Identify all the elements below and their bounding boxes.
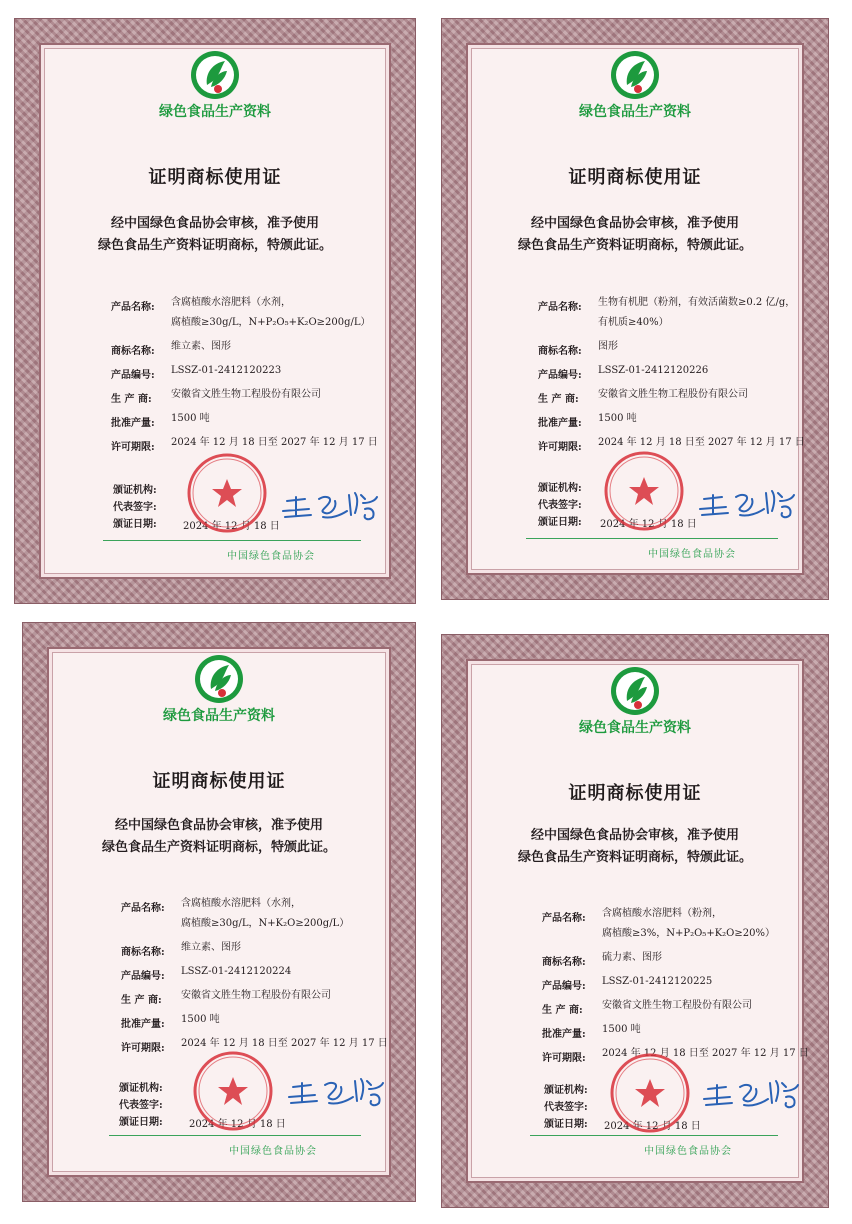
field-product-name: [542, 909, 822, 944]
certificate-1: [14, 18, 416, 604]
field-value: 维立素、图形: [181, 942, 241, 953]
declaration-line-1: 经中国绿色食品协会审核，准予使用: [530, 216, 739, 231]
logo-text: 绿色食品生产资料: [163, 708, 275, 724]
field-product-code: [538, 366, 818, 381]
field-product-name: [538, 298, 818, 333]
logo: [41, 47, 389, 121]
declaration-line-2: 绿色食品生产资料证明商标，特颁此证。: [517, 238, 752, 253]
field-label: 产品编号:: [542, 981, 586, 992]
field-value: LSSZ-01-2412120223: [171, 365, 282, 376]
green-food-leaf-icon: [607, 663, 663, 719]
field-label: 生 产 商:: [111, 394, 152, 405]
issue-date-value: 2024 年 12 月 18 日: [600, 519, 697, 530]
logo: [468, 47, 802, 121]
footer-rule: [526, 538, 778, 539]
field-label: 产品编号:: [111, 370, 155, 381]
field-value: 2024 年 12 月 18 日至 2027 年 12 月 17 日: [602, 1048, 809, 1059]
field-value: 安徽省文胜生物工程股份有限公司: [602, 1000, 752, 1011]
issue-date-label: 颁证日期:: [538, 517, 582, 528]
issue-date-label: 颁证日期:: [544, 1119, 588, 1130]
field-value: LSSZ-01-2412120225: [602, 976, 713, 987]
issue-date-label: 颁证日期:: [113, 519, 157, 530]
official-seal-icon: [191, 1049, 275, 1133]
association-name: 中国绿色食品协会: [227, 551, 315, 562]
green-food-leaf-icon: [607, 47, 663, 103]
declaration-line-1: 经中国绿色食品协会审核，准予使用: [530, 828, 739, 843]
issue-date-value: 2024 年 12 月 18 日: [183, 521, 280, 532]
certificate-fields: [542, 909, 822, 1073]
association-name: 中国绿色食品协会: [648, 549, 736, 560]
declaration: [468, 825, 802, 869]
certificate-3: [22, 622, 416, 1202]
field-label: 批准产量:: [111, 418, 155, 429]
product-name-line-1: 含腐植酸水溶肥料（水剂，: [171, 297, 291, 308]
certificate-title: 证明商标使用证: [568, 783, 702, 804]
signature-icon: [279, 485, 383, 525]
logo-text: 绿色食品生产资料: [579, 104, 691, 120]
certificate-paper: [466, 659, 809, 1183]
field-value: 1500 吨: [181, 1014, 220, 1025]
field-value: [598, 293, 818, 333]
field-value: 硫力素、图形: [602, 952, 662, 963]
official-seal-icon: [185, 451, 269, 535]
field-label: 产品编号:: [121, 971, 165, 982]
field-output: [111, 414, 391, 429]
field-trademark: [538, 342, 818, 357]
field-label: 生 产 商:: [542, 1005, 583, 1016]
product-name-line-1: 含腐植酸水溶肥料（水剂，: [181, 898, 301, 909]
field-value: 1500 吨: [171, 413, 210, 424]
logo: [49, 651, 389, 725]
field-output: [538, 414, 818, 429]
field-output: [121, 1015, 401, 1030]
field-value: 维立素、图形: [171, 341, 231, 352]
issuer-label: 颁证机构:: [544, 1085, 588, 1096]
signature-icon: [696, 483, 800, 523]
field-value: [171, 293, 391, 333]
field-label: 产品名称:: [538, 302, 582, 313]
field-value: [602, 904, 822, 944]
issuance-labels: [113, 481, 157, 532]
declaration: [468, 213, 802, 257]
issuance-labels: [119, 1079, 163, 1130]
issue-date-label: 颁证日期:: [119, 1117, 163, 1128]
certificate-paper: [47, 647, 391, 1177]
field-value: 2024 年 12 月 18 日至 2027 年 12 月 17 日: [171, 437, 378, 448]
signature-icon: [700, 1073, 804, 1113]
field-producer: [542, 1001, 822, 1016]
logo-text: 绿色食品生产资料: [579, 720, 691, 736]
field-output: [542, 1025, 822, 1040]
field-trademark: [111, 342, 391, 357]
field-value: 安徽省文胜生物工程股份有限公司: [598, 389, 748, 400]
issuance-labels: [544, 1081, 588, 1132]
official-seal-icon: [602, 449, 686, 533]
field-label: 批准产量:: [538, 418, 582, 429]
field-label: 商标名称:: [111, 346, 155, 357]
field-label: 许可期限:: [542, 1053, 586, 1064]
field-producer: [538, 390, 818, 405]
certificate-fields: [111, 298, 391, 462]
field-label: 生 产 商:: [121, 995, 162, 1006]
field-trademark: [542, 953, 822, 968]
field-label: 生 产 商:: [538, 394, 579, 405]
field-value: 2024 年 12 月 18 日至 2027 年 12 月 17 日: [181, 1038, 388, 1049]
product-name-line-2: 腐植酸≥30g/L，N+K₂O≥200g/L）: [181, 918, 350, 929]
field-label: 批准产量:: [121, 1019, 165, 1030]
declaration-line-1: 经中国绿色食品协会审核，准予使用: [110, 216, 319, 231]
field-label: 商标名称:: [121, 947, 165, 958]
field-product-name: [121, 899, 401, 934]
field-label: 商标名称:: [542, 957, 586, 968]
rep-signature-label: 代表签字:: [119, 1100, 163, 1111]
field-value: LSSZ-01-2412120224: [181, 966, 292, 977]
footer-rule: [530, 1135, 778, 1136]
field-label: 产品名称:: [121, 903, 165, 914]
field-label: 许可期限:: [121, 1043, 165, 1054]
issuer-label: 颁证机构:: [119, 1083, 163, 1094]
issuer-label: 颁证机构:: [538, 483, 582, 494]
declaration: [49, 815, 389, 859]
logo-text: 绿色食品生产资料: [159, 104, 271, 120]
field-value: [181, 894, 401, 934]
product-name-line-2: 腐植酸≥30g/L，N+P₂O₅+K₂O≥200g/L）: [171, 317, 371, 328]
rep-signature-label: 代表签字:: [113, 502, 157, 513]
certificate-paper: [466, 43, 804, 575]
field-value: 安徽省文胜生物工程股份有限公司: [181, 990, 331, 1001]
declaration-line-2: 绿色食品生产资料证明商标，特颁此证。: [97, 238, 332, 253]
field-label: 商标名称:: [538, 346, 582, 357]
field-product-code: [542, 977, 822, 992]
field-producer: [121, 991, 401, 1006]
issue-date-value: 2024 年 12 月 18 日: [604, 1121, 701, 1132]
green-food-leaf-icon: [187, 47, 243, 103]
field-label: 批准产量:: [542, 1029, 586, 1040]
rep-signature-label: 代表签字:: [544, 1102, 588, 1113]
declaration-line-1: 经中国绿色食品协会审核，准予使用: [114, 818, 323, 833]
product-name-line-2: 有机质≥40%）: [598, 317, 669, 328]
certificate-2: [441, 18, 829, 600]
declaration-line-2: 绿色食品生产资料证明商标，特颁此证。: [101, 840, 336, 855]
footer-rule: [103, 540, 361, 541]
field-producer: [111, 390, 391, 405]
footer-rule: [109, 1135, 361, 1136]
certificate-title: 证明商标使用证: [568, 167, 702, 188]
declaration-line-2: 绿色食品生产资料证明商标，特颁此证。: [517, 850, 752, 865]
issue-date-value: 2024 年 12 月 18 日: [189, 1119, 286, 1130]
field-value: LSSZ-01-2412120226: [598, 365, 709, 376]
field-product-code: [121, 967, 401, 982]
field-value: 安徽省文胜生物工程股份有限公司: [171, 389, 321, 400]
issuer-label: 颁证机构:: [113, 485, 157, 496]
field-product-name: [111, 298, 391, 333]
green-food-leaf-icon: [191, 651, 247, 707]
field-value: 1500 吨: [602, 1024, 641, 1035]
logo: [468, 663, 802, 737]
certificate-title: 证明商标使用证: [152, 771, 286, 792]
product-name-line-2: 腐植酸≥3%，N+P₂O₅+K₂O≥20%）: [602, 928, 775, 939]
field-value: 图形: [598, 341, 618, 352]
certificate-title: 证明商标使用证: [148, 167, 282, 188]
rep-signature-label: 代表签字:: [538, 500, 582, 511]
official-seal-icon: [608, 1051, 692, 1135]
association-name: 中国绿色食品协会: [644, 1146, 732, 1157]
field-label: 许可期限:: [111, 442, 155, 453]
certificate-4: [441, 634, 829, 1208]
signature-icon: [285, 1071, 389, 1111]
field-product-code: [111, 366, 391, 381]
certificate-paper: [39, 43, 391, 579]
certificate-fields: [538, 298, 818, 462]
field-label: 产品名称:: [111, 302, 155, 313]
declaration: [41, 213, 389, 257]
association-name: 中国绿色食品协会: [229, 1146, 317, 1157]
issuance-labels: [538, 479, 582, 530]
field-value: 1500 吨: [598, 413, 637, 424]
field-label: 许可期限:: [538, 442, 582, 453]
product-name-line-1: 含腐植酸水溶肥料（粉剂，: [602, 908, 722, 919]
field-trademark: [121, 943, 401, 958]
product-name-line-1: 生物有机肥（粉剂，有效活菌数≥0.2 亿/g，: [598, 297, 796, 308]
field-label: 产品编号:: [538, 370, 582, 381]
field-value: 2024 年 12 月 18 日至 2027 年 12 月 17 日: [598, 437, 805, 448]
field-label: 产品名称:: [542, 913, 586, 924]
certificate-fields: [121, 899, 401, 1063]
